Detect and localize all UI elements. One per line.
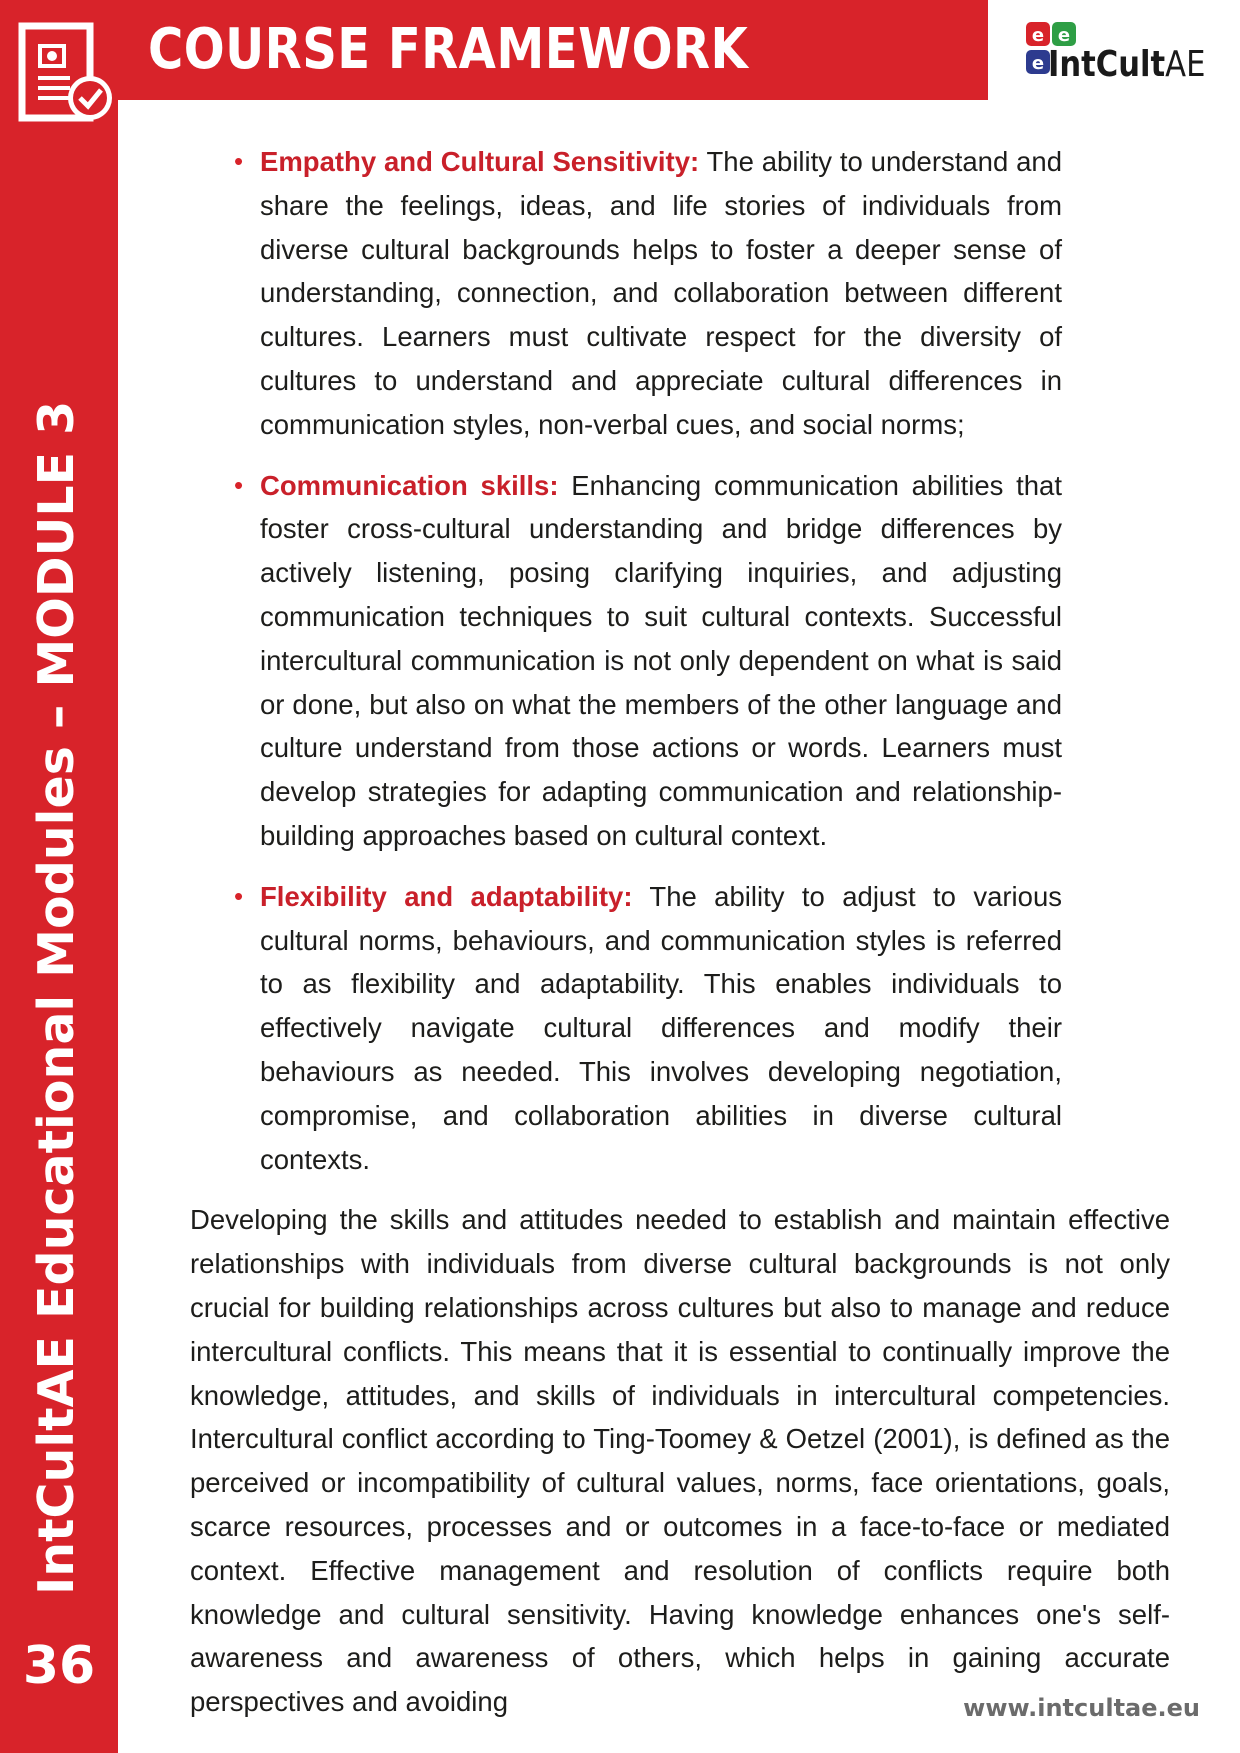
page-number: 36 [22, 1636, 96, 1696]
footer-url: www.intcultae.eu [963, 1694, 1200, 1722]
list-item [230, 464, 1062, 858]
logo-brand-light: AE [1165, 44, 1206, 85]
logo-brand-bold: IntCult [1048, 44, 1166, 85]
list-item [230, 140, 1062, 447]
bullet-term: Empathy and Cultural Sensitivity: [260, 146, 700, 177]
bullet-term: Communication skills: [260, 469, 559, 501]
svg-text:e: e [1057, 25, 1071, 46]
body-paragraph: Developing the skills and attitudes needed to establish and maintain effective relationships with individuals from diverse cultural backgrounds is not only crucial for building relationships across cultures but also to manage and reduce intercultural conflicts. This means that it is essential to continually improve the knowledge, attitudes, and skills of individuals in intercultural competencies. Intercultural conflict according to Ting-Toomey & Oetzel (2001), is defined as the perceived or incompatibility of cultural values, norms, face orientations, goals, scarce resources, processes and or outcomes in a face-to-face or mediated context. Effective management and resolution of conflicts require both knowledge and cultural sensitivity. Having knowledge enhances one's self-awareness and awareness of others, which helps in gaining accurate perspectives and avoiding [190, 1204, 1170, 1718]
module-label: IntCultAE Educational Modules – MODULE 3 [28, 400, 85, 1595]
svg-text:e: e [1031, 25, 1045, 46]
bullet-list [190, 140, 1062, 1181]
logo-text [1048, 44, 1205, 85]
main-content [190, 140, 1170, 1724]
bullet-text: Enhancing communication abilities that foster cross-cultural understanding and bridge differences by actively listening, posing clarifying inquiries, and adjusting communication techniques to suit cultural contexts. Successful intercultural communication is not only dependent on what is said or done, but also on what the members of the other language and culture understand from those actions or words. Learners must develop strategies for adapting communication and relationship-building approaches based on cultural context. [260, 469, 1062, 851]
list-item [230, 875, 1062, 1182]
page-title: COURSE FRAMEWORK [148, 17, 749, 82]
bullet-text: The ability to understand and share the feelings, ideas, and life stories of individuals from diverse cultural backgrounds helps to foster a deeper sense of understanding, connection, and collaboration between different cultures. Learners must cultivate respect for the diversity of cultures to understand and appreciate cultural differences in communication styles, non-verbal cues, and social norms; [260, 146, 1062, 440]
bullet-text: The ability to adjust to various cultural norms, behaviours, and communication styles is referred to as flexibility and adaptability. This enables individuals to effectively navigate cultural differences and modify their behaviours as needed. This involves developing negotiation, compromise, and collaboration abilities in diverse cultural contexts. [260, 880, 1062, 1175]
bullet-term: Flexibility and adaptability: [260, 880, 633, 912]
checklist-document-icon [18, 22, 114, 130]
svg-text:e: e [1031, 53, 1045, 74]
